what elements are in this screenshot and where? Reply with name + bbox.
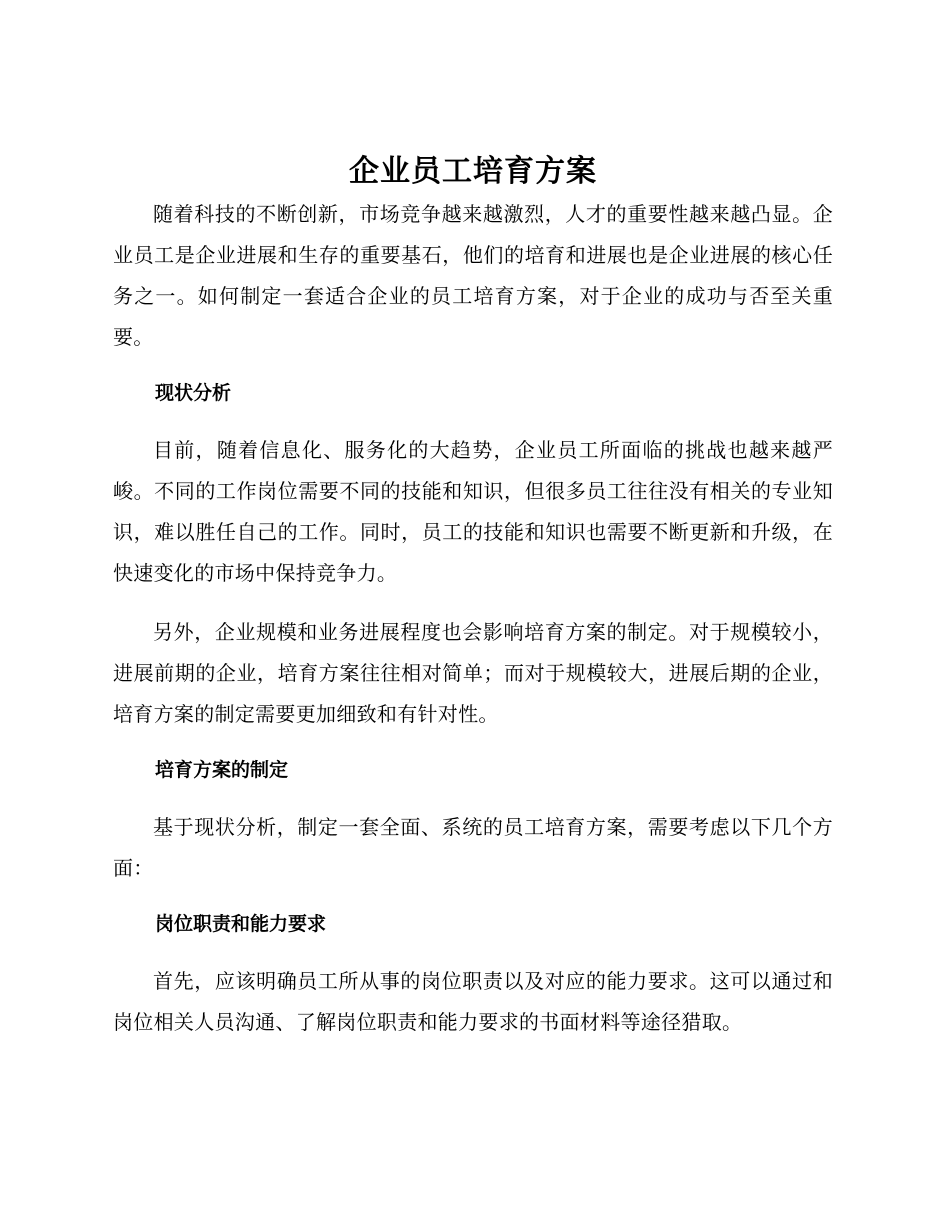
status-paragraph-1: 目前，随着信息化、服务化的大趋势，企业员工所面临的挑战也越来越严峻。不同的工作岗位需要不同的技能和知识，但很多员工往往没有相关的专业知识，难以胜任自己的工作。同时，员工的技能和知识也需要不断更新和升级，在快速变化的市场中保持竞争力。 bbox=[113, 438, 833, 585]
spacer bbox=[113, 408, 833, 430]
spacer bbox=[113, 735, 833, 755]
document-page bbox=[113, 150, 833, 1043]
spacer bbox=[113, 889, 833, 909]
section-heading-job-duties: 岗位职责和能力要求 bbox=[155, 913, 327, 935]
spacer bbox=[113, 939, 833, 961]
section-heading-status-analysis: 现状分析 bbox=[155, 382, 232, 404]
intro-paragraph: 随着科技的不断创新，市场竞争越来越激烈，人才的重要性越来越凸显。企业员工是企业进展和生存的重要基石，他们的培育和进展也是企业进展的核心任务之一。如何制定一套适合企业的员工培育方案，对于企业的成功与否至关重要。 bbox=[113, 202, 833, 349]
plan-paragraph: 基于现状分析，制定一套全面、系统的员工培育方案，需要考虑以下几个方面： bbox=[113, 815, 833, 880]
status-paragraph-2: 另外，企业规模和业务进展程度也会影响培育方案的制定。对于规模较小，进展前期的企业，培育方案往往相对简单；而对于规模较大，进展后期的企业，培育方案的制定需要更加细致和有针对性。 bbox=[113, 620, 833, 726]
section-heading-plan-formulation: 培育方案的制定 bbox=[155, 759, 289, 781]
spacer bbox=[113, 785, 833, 807]
job-duties-paragraph: 首先，应该明确员工所从事的岗位职责以及对应的能力要求。这可以通过和岗位相关人员沟通、了解岗位职责和能力要求的书面材料等途径猎取。 bbox=[113, 969, 833, 1034]
document-title: 企业员工培育方案 bbox=[349, 154, 597, 189]
spacer bbox=[113, 358, 833, 378]
spacer bbox=[113, 594, 833, 612]
